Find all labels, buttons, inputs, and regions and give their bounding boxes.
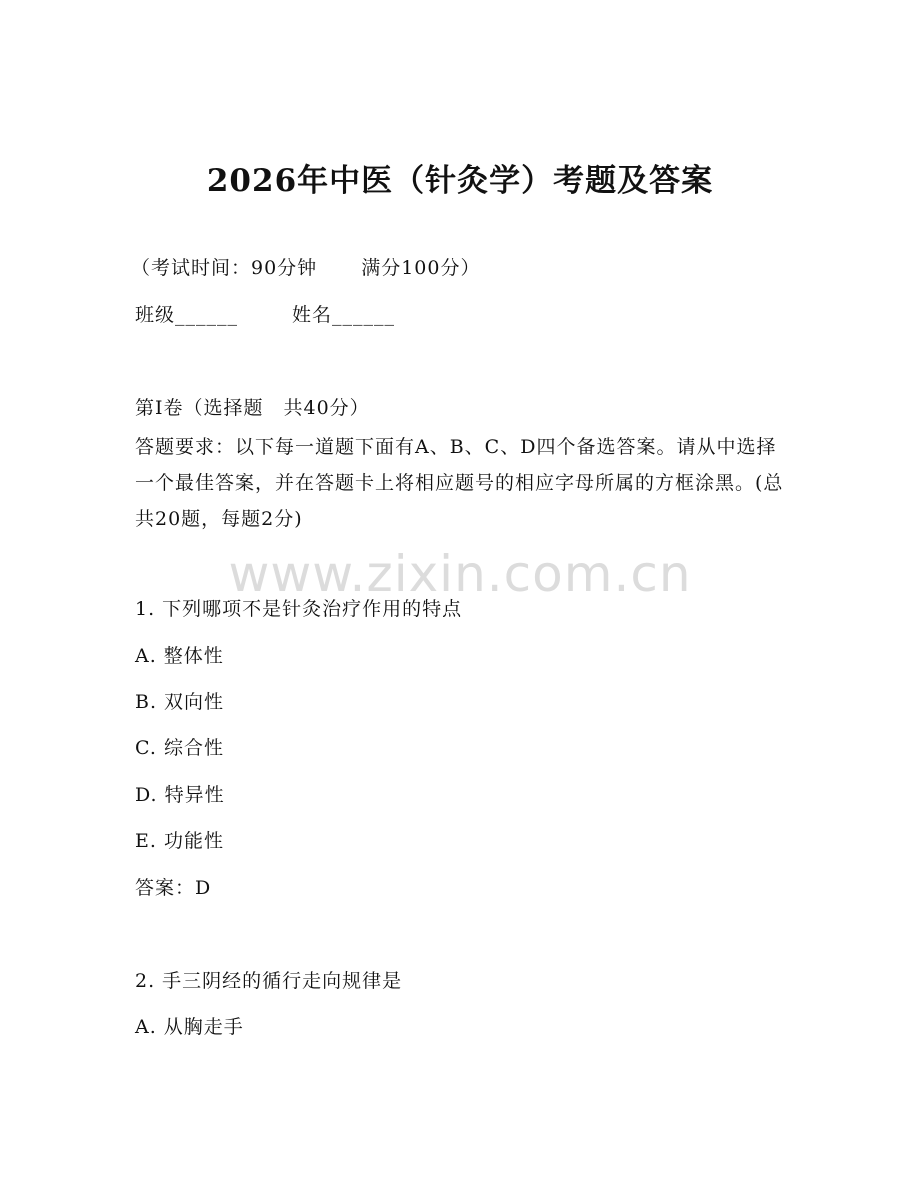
exam-time: （考试时间：90分钟: [131, 257, 318, 279]
document-title: 2026年中医（针灸学）考题及答案: [206, 163, 714, 199]
watermark-text: www.zixin.com.cn: [228, 545, 692, 603]
question-1-option-a: A. 整体性: [135, 645, 224, 667]
question-1-option-d: D. 特异性: [135, 784, 225, 806]
section-title: 第Ⅰ卷（选择题 共40分）: [135, 397, 370, 419]
exam-info: [131, 253, 480, 280]
question-2-stem: 2. 手三阴经的循行走向规律是: [135, 970, 403, 992]
question-2-option-a: A. 从胸走手: [135, 1016, 244, 1038]
class-field: 班级______: [135, 304, 239, 326]
question-1-option-b: B. 双向性: [135, 691, 225, 713]
question-1-answer: 答案：D: [135, 877, 212, 899]
question-1-stem: 1. 下列哪项不是针灸治疗作用的特点: [135, 598, 463, 620]
student-fields: [135, 300, 395, 327]
name-field: 姓名______: [292, 304, 396, 326]
instructions: 答题要求：以下每一道题下面有A、B、C、D四个备选答案。请从中选择一个最佳答案，并在答题卡上将相应题号的相应字母所属的方框涂黑。(总共20题，每题2分): [135, 436, 784, 530]
exam-score: 满分100分）: [361, 257, 481, 279]
question-1-option-e: E. 功能性: [135, 830, 224, 852]
question-1-option-c: C. 综合性: [135, 737, 224, 759]
